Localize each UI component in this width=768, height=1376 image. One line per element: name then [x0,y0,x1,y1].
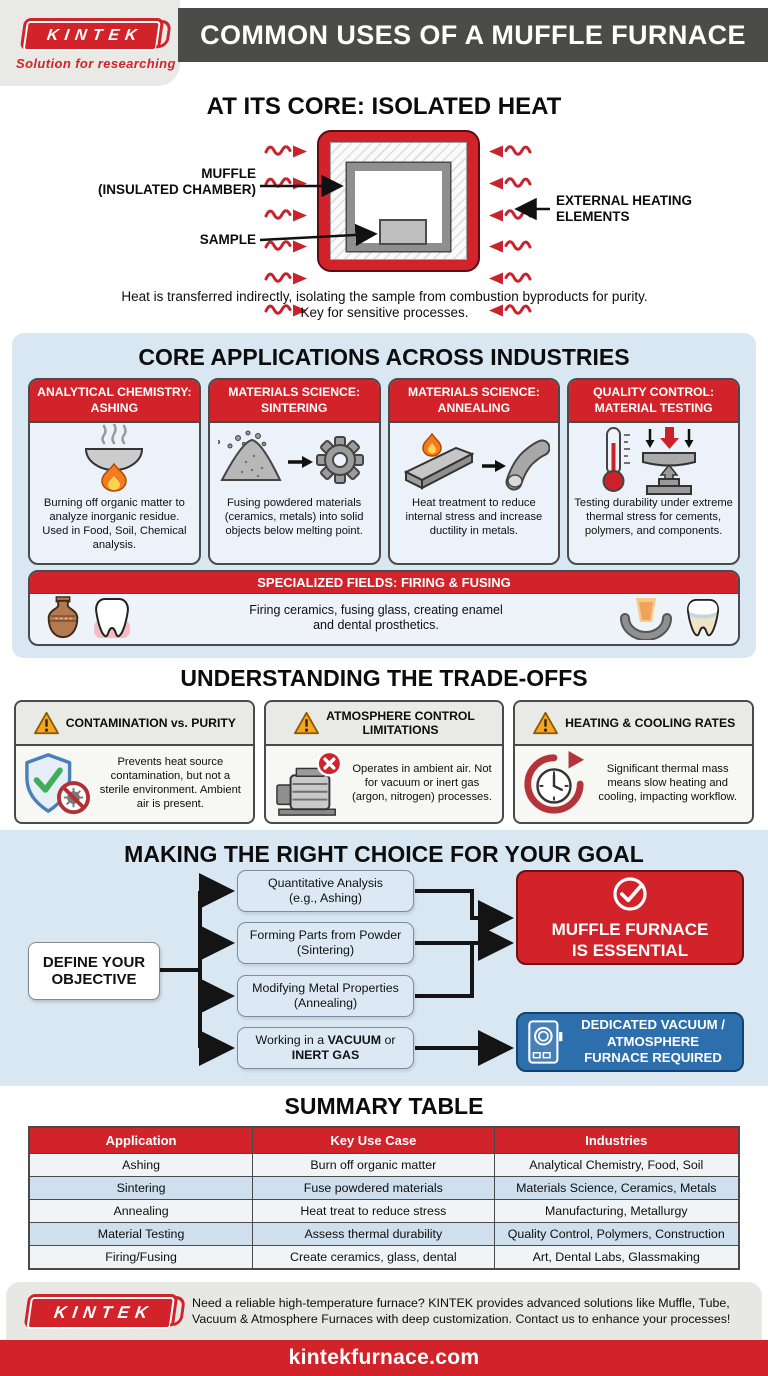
card-testing-header [569,380,738,423]
table-cell: Materials Science, Ceramics, Metals [494,1177,739,1200]
card-sintering-text: Fusing powdered materials (ceramics, metals) into solid objects below melting point. [224,497,364,537]
table-cell: Quality Control, Polymers, Construction [494,1223,739,1246]
clock-cycle-icon [522,751,586,817]
column-header: Application [29,1127,253,1154]
card-heating-rates-header [515,702,752,746]
option-line2: (Annealing) [293,996,358,1010]
footer [6,1282,762,1340]
table-row [29,1223,739,1246]
tradeoff-title-text: CONTAMINATION vs. PURITY [65,715,236,730]
table-cell: Manufacturing, Metallurgy [494,1200,739,1223]
shield-check-ban-icon [23,751,91,817]
option-line2: INERT GAS [291,1048,360,1062]
option-quantitative-analysis [237,870,414,912]
vacuum-pump-x-icon [273,750,345,818]
option-line2: (Sintering) [296,943,355,957]
card-header-line2: ASHING [90,400,139,415]
column-header: Key Use Case [253,1127,494,1154]
table-cell: Material Testing [29,1223,253,1246]
heating-label-line1: EXTERNAL HEATING [556,193,693,208]
card-testing-text: Testing durability under extreme thermal stress for cements, polymers, and components. [574,497,733,537]
title-bar [178,8,768,62]
specialized-body [30,594,738,642]
card-header-line2: MATERIAL TESTING [594,400,713,415]
card-sintering-header [210,380,379,423]
choice-title: MAKING THE RIGHT CHOICE FOR YOUR GOAL [124,841,644,867]
specialized-icons-left [46,596,132,640]
muffle-label-line1: MUFFLE [201,166,256,181]
sample-label: SAMPLE [199,232,256,247]
kintek-logo [20,18,164,50]
table-cell: Fuse powdered materials [253,1177,494,1200]
summary-title: SUMMARY TABLE [284,1093,484,1119]
card-heating-rates-body [515,746,752,822]
specialized-header: SPECIALIZED FIELDS: FIRING & FUSING [30,572,738,594]
card-contamination-text: Prevents heat source contamination, but not a sterile environment. Ambient air is present. [99,756,241,810]
option-forming-parts [237,922,414,964]
table-cell: Heat treat to reduce stress [253,1200,494,1223]
heating-label-line2: ELEMENTS [556,208,630,224]
option-modifying-metal [237,975,414,1017]
result-dedicated-furnace [516,1012,744,1072]
heating-elements-label [556,193,692,225]
table-cell: Ashing [29,1154,253,1177]
option-line1: Quantitative Analysis [267,875,384,890]
card-atmosphere-header [266,702,503,746]
result-no-line1: DEDICATED VACUUM / [581,1017,725,1033]
table-row [29,1246,739,1270]
result-no-line3: FURNACE REQUIRED [584,1050,722,1066]
summary-table [28,1126,740,1270]
application-cards [28,378,740,565]
dental-crown-icon [684,596,722,640]
option-line1: Working in a VACUUM or [255,1032,396,1047]
table-row [29,1177,739,1200]
card-header-line1: ANALYTICAL CHEMISTRY: [37,385,192,400]
pottery-vase-icon [46,596,80,640]
card-header-line1: MATERIALS SCIENCE: [407,385,540,400]
card-header-line2: SINTERING [260,400,328,415]
website-bar [0,1340,768,1376]
header [0,0,768,88]
check-circle-icon [610,874,650,914]
muffle-label-line2: (INSULATED CHAMBER) [98,181,256,197]
tradeoff-title-text: ATMOSPHERE CONTROL LIMITATIONS [326,708,475,737]
card-ashing-header [30,380,199,423]
core-caption: Heat is transferred indirectly, isolating the sample from combustion byproducts for purity. Key for sensitive processes. [121,289,648,321]
card-material-testing [567,378,740,565]
kintek-logo-text: KINTEK [52,1303,155,1322]
specialized-text: Firing ceramics, fusing glass, creating enamel and dental prosthetics. [249,602,503,632]
table-cell: Create ceramics, glass, dental [253,1246,494,1270]
specialized-banner [28,570,740,646]
start-line2: OBJECTIVE [51,971,137,988]
kintek-logo-text: KINTEK [45,27,144,44]
card-header-line1: QUALITY CONTROL: [593,385,715,400]
result-no-line2: ATMOSPHERE [606,1033,700,1049]
applications-section [12,333,756,658]
card-atmosphere-body [266,746,503,822]
tradeoff-title-text: HEATING & COOLING RATES [565,715,736,730]
table-row [29,1200,739,1223]
table-header-row [29,1127,739,1154]
sintering-icon [210,423,379,497]
card-contamination-body [16,746,253,822]
card-ashing-text: Burning off organic matter to analyze inorganic residue. Used in Food, Soil, Chemical analysis. [42,497,187,551]
card-atmosphere [264,700,505,824]
card-ashing [28,378,201,565]
card-contamination [14,700,255,824]
define-objective-box [28,942,160,1000]
result-no-text [572,1017,734,1067]
kintek-logo-footer [24,1294,179,1328]
card-contamination-header [16,702,253,746]
result-muffle-essential [516,870,744,965]
warning-triangle-icon [33,711,60,735]
table-cell: Burn off organic matter [253,1154,494,1177]
card-heating-rates-text: Significant thermal mass means slow heating and cooling, impacting workflow. [598,763,738,803]
card-sintering [208,378,381,565]
warning-triangle-icon [532,711,559,735]
logo-panel [0,0,180,86]
tradeoff-cards [14,700,754,824]
start-line1: DEFINE YOUR [42,953,146,971]
option-vacuum-inert-gas [237,1027,414,1069]
tooth-on-gum-icon [92,596,132,640]
kintek-logo-frame [23,21,161,51]
card-annealing [388,378,561,565]
material-testing-icon [569,423,738,497]
glass-fusing-icon [620,596,672,640]
card-annealing-text: Heat treatment to reduce internal stress and increase ductility in metals. [405,497,543,537]
card-header-line2: ANNEALING [437,400,511,415]
footer-text: Need a reliable high-temperature furnace? KINTEK provides advanced solutions like Muffle, Tube, Vacuum & Atmosphere Furnaces with deep customization. Contact us to enhance your processes! [192,1295,731,1326]
specialized-icons-right [620,596,722,640]
vacuum-furnace-icon [526,1018,564,1066]
card-heating-rates [513,700,754,824]
website-link[interactable]: kintekfurnace.com [288,1346,480,1369]
annealing-icon [390,423,559,497]
result-yes-line1: MUFFLE FURNACE [551,920,709,940]
table-cell: Assess thermal durability [253,1223,494,1246]
core-section-title: AT ITS CORE: ISOLATED HEAT [206,93,562,120]
applications-title: CORE APPLICATIONS ACROSS INDUSTRIES [138,344,630,370]
core-section [0,88,768,333]
table-cell: Analytical Chemistry, Food, Soil [494,1154,739,1177]
table-cell: Annealing [29,1200,253,1223]
option-line1: Modifying Metal Properties [252,980,399,995]
table-cell: Sintering [29,1177,253,1200]
column-header: Industries [494,1127,739,1154]
tradeoffs-title: UNDERSTANDING THE TRADE-OFFS [180,665,588,691]
card-annealing-header [390,380,559,423]
option-line1: Forming Parts from Powder [249,927,402,942]
page-title: COMMON USES OF A MUFFLE FURNACE [200,19,746,50]
brand-tagline: Solution for researching [16,56,176,71]
summary-section [0,1086,768,1278]
table-cell: Art, Dental Labs, Glassmaking [494,1246,739,1270]
muffle-label [98,166,256,198]
choice-section [0,830,768,1086]
card-atmosphere-text: Operates in ambient air. Not for vacuum or inert gas (argon, nitrogen) processes. [352,763,492,803]
option-line2: (e.g., Ashing) [288,891,362,905]
table-row [29,1154,739,1177]
warning-triangle-icon [293,711,320,735]
table-cell: Firing/Fusing [29,1246,253,1270]
result-yes-line2: IS ESSENTIAL [571,940,689,960]
tradeoffs-section [0,658,768,830]
card-header-line1: MATERIALS SCIENCE: [228,385,361,400]
kintek-logo-frame [26,1297,174,1329]
ashing-icon [30,423,199,497]
